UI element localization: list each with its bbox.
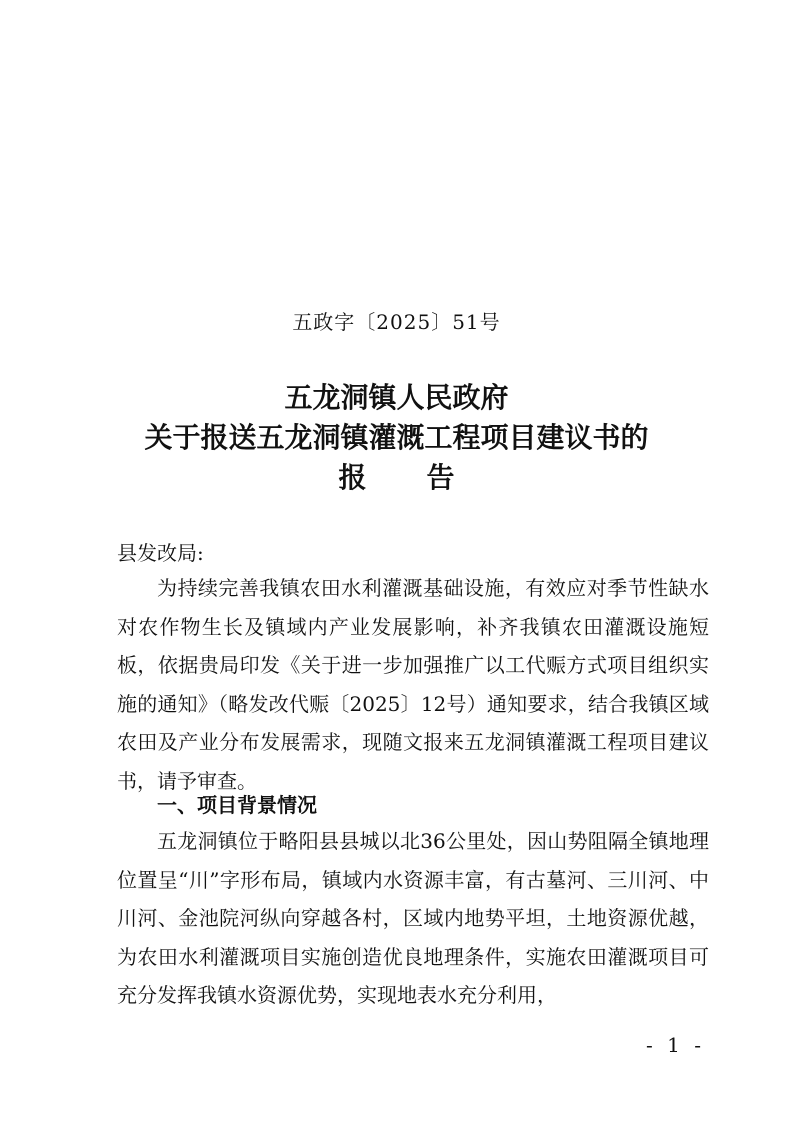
title-line-1: 五龙洞镇人民政府 [284, 381, 509, 414]
title-line-2: 关于报送五龙洞镇灌溉工程项目建议书的 [144, 421, 649, 454]
addressee: 县发改局: [117, 541, 204, 565]
document-title [0, 378, 793, 498]
body-paragraph-1: 为持续完善我镇农田水利灌溉基础设施，有效应对季节性缺水对农作物生长及镇域内产业发展影响，补齐我镇农田灌溉设施短板，依据贵局印发《关于进一步加强推广以工代赈方式项目组织实施的通知》（略发改代赈〔2025〕12号）通知要求，结合我镇区域农田及产业分布发展需求，现随文报来五龙洞镇灌溉工程项目建议书，请予审查。 [117, 576, 709, 793]
section-heading-1: 一、项目背景情况 [157, 793, 317, 817]
body-paragraph-2: 五龙洞镇位于略阳县县城以北36公里处，因山势阻隔全镇地理位置呈“川”字形布局，镇域内水资源丰富，有古墓河、三川河、中川河、金池院河纵向穿越各村，区域内地势平坦，土地资源优越，为农田水利灌溉项目实施创造优良地理条件，实施农田灌溉项目可充分发挥我镇水资源优势，实现地表水充分利用， [117, 829, 709, 1008]
title-line-3: 报告 [338, 461, 515, 494]
document-number: 五政字〔2025〕51号 [292, 310, 501, 334]
page-number: - 1 - [646, 1033, 705, 1057]
